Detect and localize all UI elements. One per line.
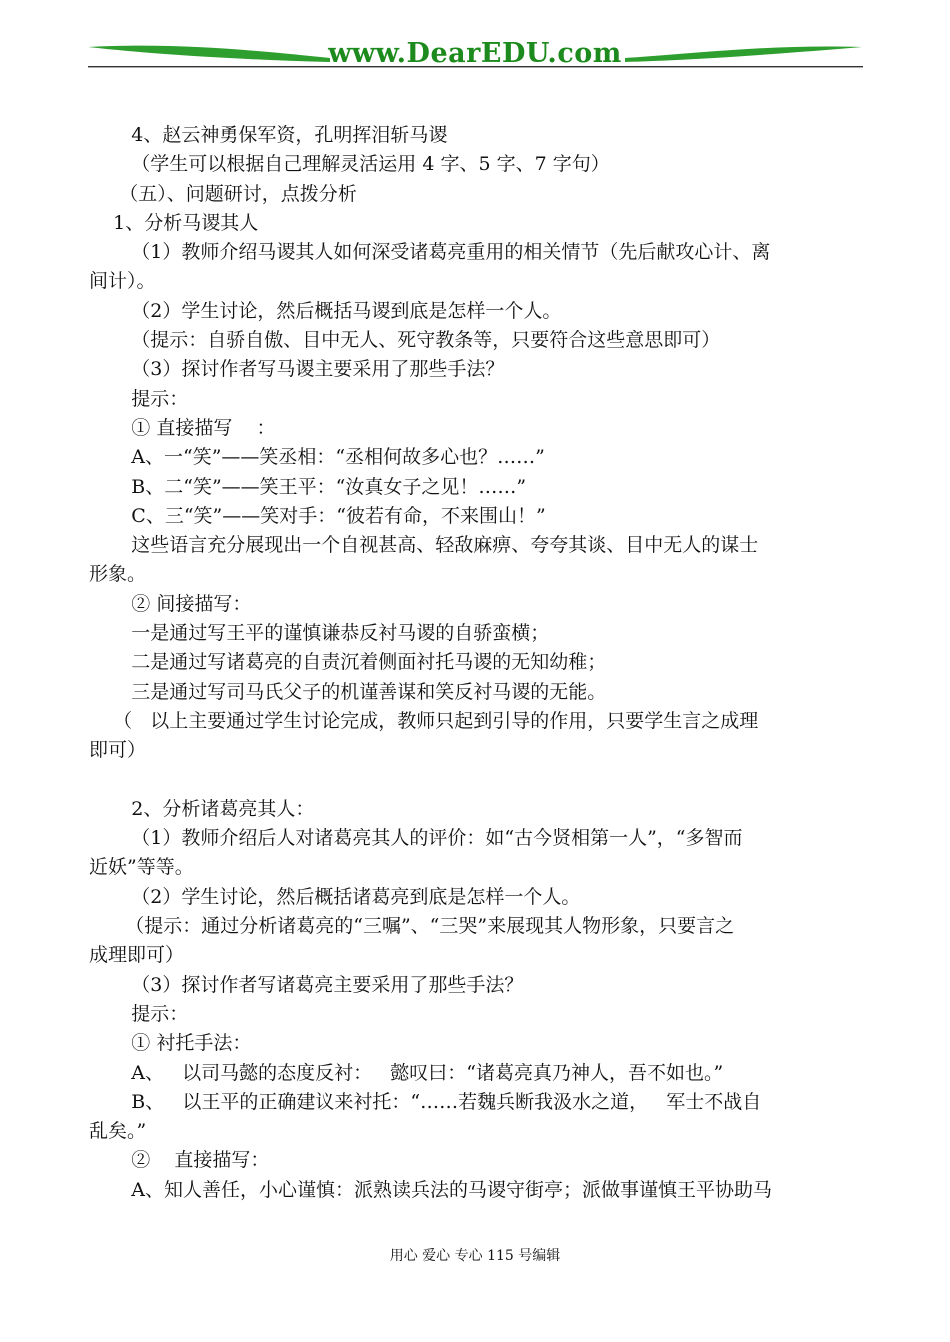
- text-line: （五）、问题研讨，点拨分析: [89, 182, 357, 205]
- text-line: C、三“笑”——笑对手：“彼若有命，不来围山！”: [89, 504, 546, 527]
- text-line: 提示：: [89, 387, 189, 410]
- text-line: 2、分析诸葛亮其人：: [89, 797, 315, 820]
- page-header: [0, 0, 950, 80]
- text-line: （3）探讨作者写诸葛亮主要采用了那些手法？: [89, 973, 524, 996]
- site-logo: www.DearEDU.com: [328, 38, 622, 69]
- text-line: 形象。: [89, 563, 147, 586]
- text-line: [89, 766, 864, 795]
- document-body: [89, 121, 864, 1205]
- text-line: 三是通过写司马氏父子的机谨善谋和笑反衬马谡的无能。: [89, 680, 607, 703]
- text-line: 一是通过写王平的谨慎谦恭反衬马谡的自骄蛮横；: [89, 622, 550, 645]
- text-line: （2）学生讨论，然后概括诸葛亮到底是怎样一个人。: [89, 885, 581, 908]
- text-line: （提示：通过分析诸葛亮的“三嘱”、“三哭”来展现其人物形象，只要言之: [89, 915, 735, 938]
- text-line: 即可）: [89, 739, 147, 762]
- text-line: （3）探讨作者写马谡主要采用了那些手法？: [89, 358, 505, 381]
- text-line: （提示：自骄自傲、目中无人、死守教条等，只要符合这些意思即可）: [89, 329, 721, 352]
- text-line: （1）教师介绍后人对诸葛亮其人的评价：如“古今贤相第一人”，“多智而: [89, 827, 743, 850]
- page-footer: 用心 爱心 专心 115 号编辑: [389, 1248, 561, 1264]
- text-line: A、知人善任，小心谨慎：派熟读兵法的马谡守街亭；派做事谨慎王平协助马: [89, 1178, 773, 1201]
- text-line: B、 以王平的正确建议来衬托：“……若魏兵断我汲水之道， 军士不战自: [89, 1090, 762, 1113]
- text-line: （学生可以根据自己理解灵活运用 4 字、5 字、7 字句）: [89, 153, 610, 176]
- text-line: ② 间接描写：: [89, 592, 252, 615]
- text-line: ① 直接描写 ：: [89, 416, 276, 439]
- text-line: 成理即可）: [89, 944, 185, 967]
- text-line: 乱矣。”: [89, 1120, 147, 1143]
- text-line: A、一“笑”——笑丞相：“丞相何故多心也？……”: [89, 446, 545, 469]
- text-line: （ 以上主要通过学生讨论完成，教师只起到引导的作用，只要学生言之成理: [89, 709, 759, 732]
- text-line: B、二“笑”——笑王平：“汝真女子之见！……”: [89, 475, 527, 498]
- text-line: （2）学生讨论，然后概括马谡到底是怎样一个人。: [89, 299, 562, 322]
- text-line: ② 直接描写：: [89, 1149, 270, 1172]
- text-line: A、 以司马懿的态度反衬： 懿叹曰：“诸葛亮真乃神人，吾不如也。”: [89, 1061, 724, 1084]
- text-line: 二是通过写诸葛亮的自责沉着侧面衬托马谡的无知幼稚；: [89, 651, 607, 674]
- text-line: 间计）。: [89, 270, 156, 293]
- text-line: 1、分析马谡其人: [89, 211, 259, 234]
- text-line: 近妖”等等。: [89, 856, 194, 879]
- text-line: 提示：: [89, 1002, 189, 1025]
- text-line: ① 衬托手法：: [89, 1032, 252, 1055]
- text-line: 这些语言充分展现出一个自视甚高、轻敌麻痹、夸夸其谈、目中无人的谋士: [89, 534, 759, 557]
- text-line: 4、赵云神勇保军资，孔明挥泪斩马谡: [89, 124, 448, 146]
- text-line: （1）教师介绍马谡其人如何深受诸葛亮重用的相关情节（先后献攻心计、离: [89, 241, 771, 264]
